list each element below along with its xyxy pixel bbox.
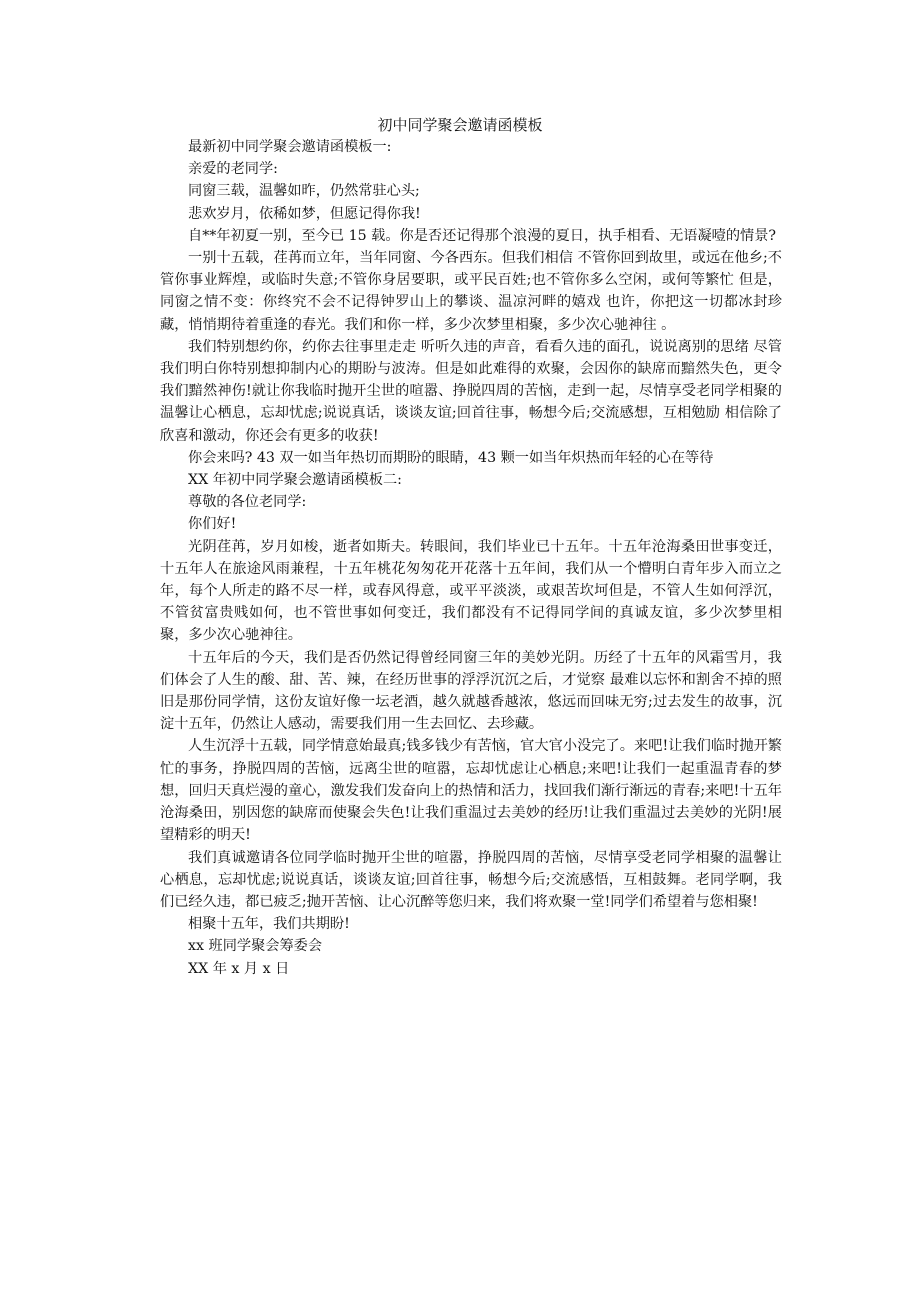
paragraph: xx 班同学聚会筹委会 (188, 938, 323, 955)
paragraph: 我们真诚邀请各位同学临时抛开尘世的喧嚣，挣脱四周的苦恼，尽情享受老同学相聚的温馨让心栖息，忘却忧虑;说说真话，谈谈友谊;回首往事，畅想今后;交流感悟，互相鼓舞。老同学啊，我们已经久违，都已疲乏;抛开苦恼、让心沉醉等您归来，我们将欢聚一堂!同学们希望着与您相聚! (160, 849, 782, 910)
paragraph: 你们好! (188, 516, 237, 533)
paragraph: XX 年 x 月 x 日 (188, 960, 290, 977)
paragraph: 亲爱的老同学: (188, 161, 278, 178)
paragraph: 一别十五载，荏苒而立年，当年同窗、今各西东。但我们相信 不管你回到故里，或远在他乡;不管你事业辉煌，或临时失意;不管你身居要职，或平民百姓;也不管你多么空闲，或何等繁忙 但是，同窗之情不变：你终究不会不记得钟罗山上的攀谈、温凉河畔的嬉戏 也许，你把这一切都冰封珍藏，悄悄期待着重逢的春光。我们和你一样，多少次梦里相聚，多少次心驰神往 。 (160, 250, 782, 333)
paragraph: 尊敬的各位老同学: (188, 494, 307, 511)
paragraph: 人生沉浮十五载，同学情意始最真;钱多钱少有苦恼，官大官小没完了。来吧!让我们临时抛开繁忙的事务，挣脱四周的苦恼，远离尘世的喧嚣，忘却忧虑让心栖息;来吧!让我们一起重温青春的梦想，回归天真烂漫的童心，激发我们发奋向上的热情和活力，找回我们渐行渐远的青春;来吧!十五年沧海桑田，别因您的缺席而使聚会失色!让我们重温过去美妙的经历!让我们重温过去美妙的光阴!展望精彩的明天! (160, 738, 782, 844)
paragraph: 悲欢岁月，依稀如梦，但愿记得你我! (188, 205, 421, 222)
paragraph: 同窗三载，温馨如昨，仍然常驻心头; (188, 183, 420, 200)
paragraph: 光阴荏苒，岁月如梭，逝者如斯夫。转眼间，我们毕业已十五年。十五年沧海桑田世事变迁，十五年人在旅途风雨兼程，十五年桃花匆匆花开花落十五年间，我们从一个懵明白青年步入而立之年，每个人所走的路不尽一样，或春风得意，或平平淡淡，或艰苦坎坷但是，不管人生如何浮沉，不管贫富贵贱如何，也不管世事如何变迁，我们都没有不记得同学间的真诚友谊，多少次梦里相聚，多少次心驰神往。 (160, 538, 782, 644)
paragraph: 我们特别想约你，约你去往事里走走 听听久违的声音，看看久违的面孔，说说离别的思绪 尽管我们明白你特别想抑制内心的期盼与波涛。但是如此难得的欢聚，会因你的缺席而黯然失色，更令我们黯然神伤!就让你我临时抛开尘世的喧嚣、挣脱四周的苦恼，走到一起，尽情享受老同学相聚的温馨让心栖息，忘却忧虑;说说真话，谈谈友谊;回首往事，畅想今后;交流感想，互相勉励 相信除了欣喜和激动，你还会有更多的收获! (160, 338, 782, 444)
paragraph: XX 年初中同学聚会邀请函模板二: (188, 472, 402, 489)
document-body (160, 136, 782, 980)
paragraph: 自**年初夏一别，至今已 15 载。你是否还记得那个浪漫的夏日，执手相看、无语凝噎的情景? (188, 227, 776, 244)
paragraph: 最新初中同学聚会邀请函模板一: (188, 139, 392, 155)
document-title: 初中同学聚会邀请函模板 (377, 116, 543, 134)
paragraph: 相聚十五年，我们共期盼! (188, 916, 350, 933)
paragraph: 十五年后的今天，我们是否仍然记得曾经同窗三年的美妙光阴。历经了十五年的风霜雪月，我们体会了人生的酸、甜、苦、辣，在经历世事的浮浮沉沉之后，才觉察 最难以忘怀和割舍不掉的照旧是那份同学情，这份友谊好像一坛老酒，越久就越香越浓，悠远而回味无穷;过去发生的故事，沉淀十五年，仍然让人感动，需要我们用一生去回忆、去珍藏。 (160, 649, 782, 733)
paragraph: 你会来吗? 43 双一如当年热切而期盼的眼睛，43 颗一如当年炽热而年轻的心在等待 (188, 449, 714, 466)
